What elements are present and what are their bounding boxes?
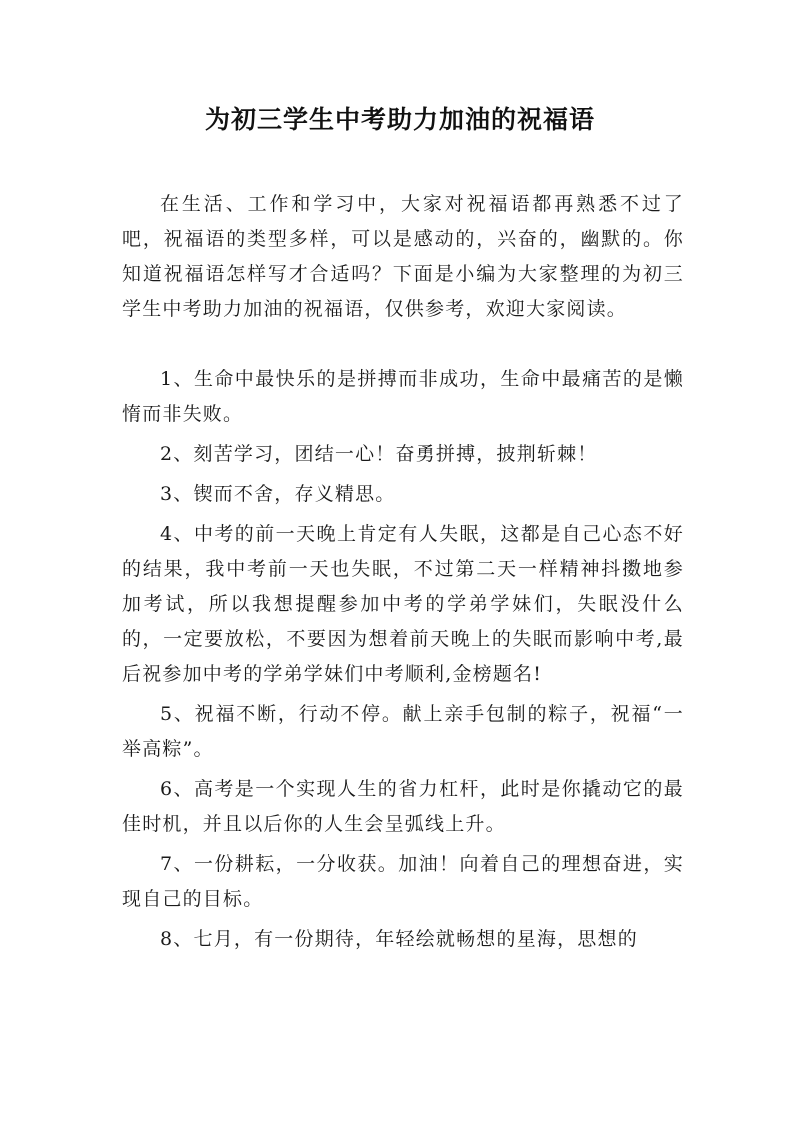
intro-paragraph: 在生活、工作和学习中，大家对祝福语都再熟悉不过了吧，祝福语的类型多样，可以是感动的，兴奋的，幽默的。你知道祝福语怎样写才合适吗？下面是小编为大家整理的为初三学生中考助力加油的祝福语，仅供参考，欢迎大家阅读。 xyxy=(122,193,684,320)
wish-item-6: 6、高考是一个实现人生的省力杠杆，此时是你撬动它的最佳时机，并且以后你的人生会呈弧线上升。 xyxy=(122,778,684,835)
wish-item-5: 5、祝福不断，行动不停。献上亲手包制的粽子，祝福“一举高粽”。 xyxy=(122,703,684,760)
wish-item-4: 4、中考的前一天晚上肯定有人失眠，这都是自己心态不好的结果，我中考前一天也失眠，不过第二天一样精神抖擞地参加考试，所以我想提醒参加中考的学弟学妹们，失眠没什么的，一定要放松，不要因为想着前天晚上的失眠而影响中考,最后祝参加中考的学弟学妹们中考顺利,金榜题名! xyxy=(122,523,684,685)
wish-item-7: 7、一份耕耘，一分收获。加油！向着自己的理想奋进，实现自己的目标。 xyxy=(122,853,684,910)
document-title: 为初三学生中考助力加油的祝福语 xyxy=(204,105,595,134)
paragraph-gap xyxy=(122,327,684,362)
document-body xyxy=(122,187,684,962)
wish-item-1: 1、生命中最快乐的是拼搏而非成功，生命中最痛苦的是懒惰而非失败。 xyxy=(122,368,684,425)
wish-item-2: 2、刻苦学习，团结一心！奋勇拼搏，披荆斩棘！ xyxy=(160,443,598,465)
wish-item-8: 8、七月，有一份期待，年轻绘就畅想的星海，思想的 xyxy=(160,928,638,950)
wish-item-3: 3、锲而不舍，存义精思。 xyxy=(160,483,396,505)
